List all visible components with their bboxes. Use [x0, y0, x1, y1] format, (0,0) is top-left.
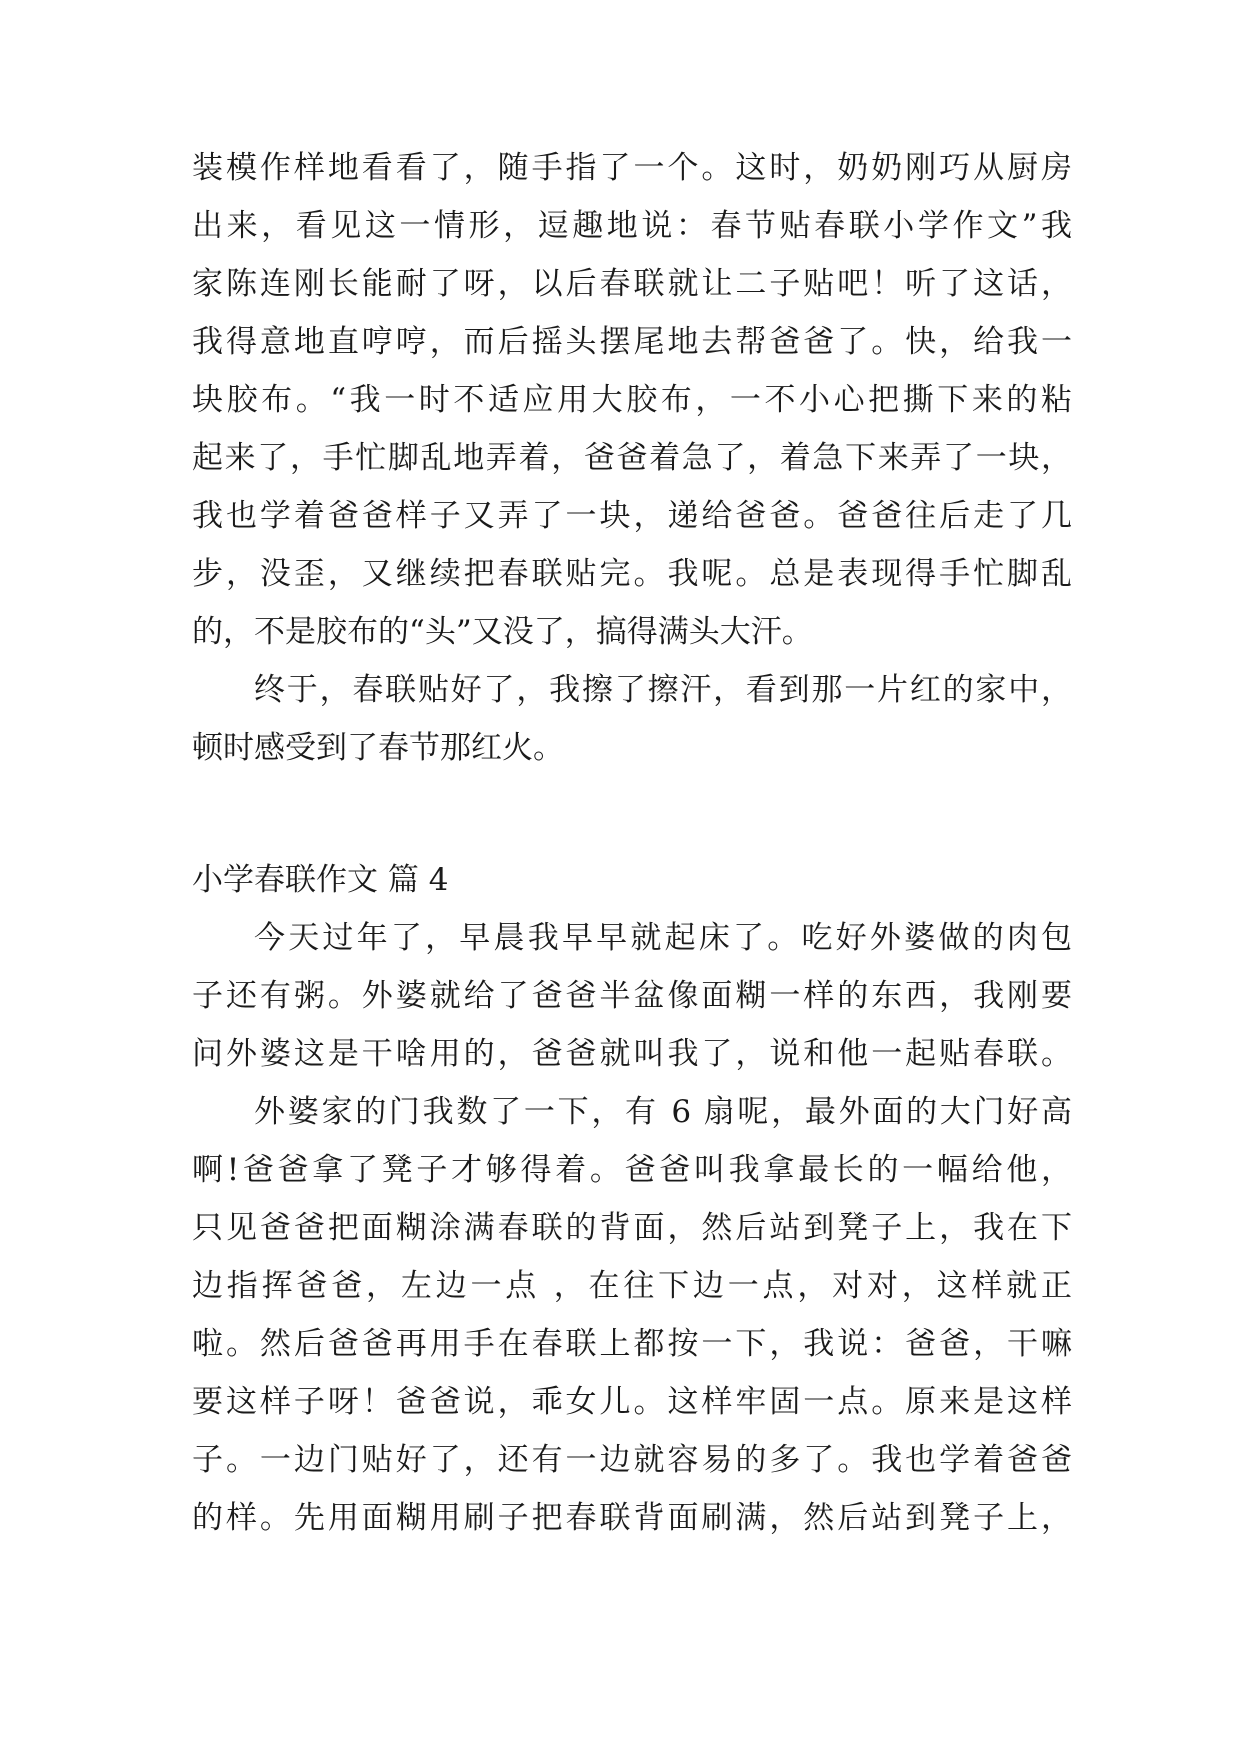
text-line: 顿时感受到了春节那红火。 [192, 730, 564, 766]
text-line: 子。一边门贴好了，还有一边就容易的多了。我也学着爸爸 [192, 1442, 1072, 1478]
text-line: 子还有粥。外婆就给了爸爸半盆像面糊一样的东西，我刚要 [192, 978, 1072, 1014]
text-line: 终于，春联贴好了，我擦了擦汗，看到那一片红的家中， [254, 672, 1072, 708]
text-line: 步，没歪，又继续把春联贴完。我呢。总是表现得手忙脚乱 [192, 556, 1072, 592]
text-line: 问外婆这是干啥用的，爸爸就叫我了，说和他一起贴春联。 [192, 1036, 1072, 1072]
text-line: 出来，看见这一情形，逗趣地说：春节贴春联小学作文”我 [192, 208, 1072, 244]
text-line: 起来了，手忙脚乱地弄着，爸爸着急了，着急下来弄了一块， [192, 440, 1072, 476]
text-line: 的，不是胶布的“头”又没了，搞得满头大汗。 [192, 614, 813, 650]
text-line: 块胶布。“我一时不适应用大胶布，一不小心把撕下来的粘 [192, 382, 1072, 418]
text-line: 边指挥爸爸，左边一点 ，在往下边一点，对对，这样就正 [192, 1268, 1072, 1304]
text-line: 今天过年了，早晨我早早就起床了。吃好外婆做的肉包 [254, 920, 1072, 956]
text-line: 外婆家的门我数了一下，有 6 扇呢，最外面的大门好高 [254, 1094, 1072, 1130]
text-line: 的样。先用面糊用刷子把春联背面刷满，然后站到凳子上， [192, 1500, 1072, 1536]
text-line: 要这样子呀！爸爸说，乖女儿。这样牢固一点。原来是这样 [192, 1384, 1072, 1420]
text-line: 我也学着爸爸样子又弄了一块，递给爸爸。爸爸往后走了几 [192, 498, 1072, 534]
text-line: 家陈连刚长能耐了呀，以后春联就让二子贴吧！听了这话， [192, 266, 1072, 302]
text-line: 啊!爸爸拿了凳子才够得着。爸爸叫我拿最长的一幅给他， [192, 1152, 1072, 1188]
text-line: 我得意地直哼哼，而后摇头摆尾地去帮爸爸了。快，给我一 [192, 324, 1072, 360]
section-heading: 小学春联作文 篇 4 [192, 862, 449, 898]
text-line: 装模作样地看看了，随手指了一个。这时，奶奶刚巧从厨房 [192, 150, 1072, 186]
text-line: 只见爸爸把面糊涂满春联的背面，然后站到凳子上，我在下 [192, 1210, 1072, 1246]
text-line: 啦。然后爸爸再用手在春联上都按一下，我说：爸爸，干嘛 [192, 1326, 1072, 1362]
